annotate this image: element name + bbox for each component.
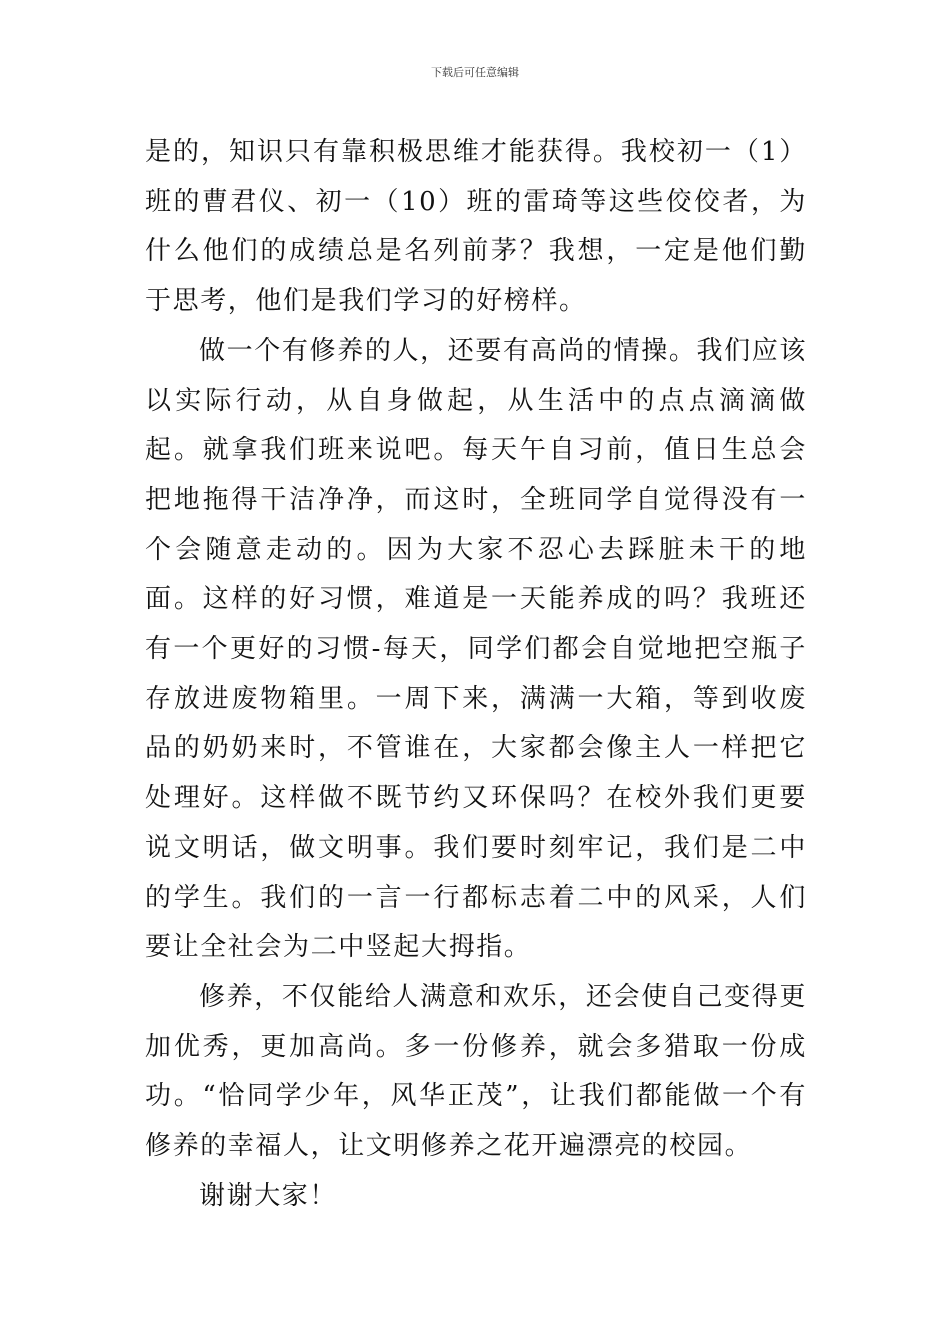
paragraph-cultivation: 修养，不仅能给人满意和欢乐，还会使自己变得更加优秀，更加高尚。多一份修养，就会多猎取一份成功。“恰同学少年，风华正茂”，让我们都能做一个有修养的幸福人，让文明修养之花开遍漂亮的校园。	[145, 981, 808, 1162]
document-body	[145, 128, 807, 1221]
paragraph-thanks: 谢谢大家！	[199, 1180, 338, 1211]
paragraph-noble-sentiment: 做一个有修养的人，还要有高尚的情操。我们应该以实际行动，从自身做起，从生活中的点点滴滴做起。就拿我们班来说吧。每天午自习前，值日生总会把地拖得干洁净净，而这时，全班同学自觉得没有一个会随意走动的。因为大家不忍心去踩脏未干的地面。这样的好习惯，难道是一天能养成的吗？我班还有一个更好的习惯-每天，同学们都会自觉地把空瓶子存放进废物箱里。一周下来，满满一大箱，等到收废品的奶奶来时，不管谁在，大家都会像主人一样把它处理好。这样做不既节约又环保吗？在校外我们更要说文明话，做文明事。我们要时刻牢记，我们是二中的学生。我们的一言一行都标志着二中的风采，人们要让全社会为二中竖起大拇指。	[145, 335, 807, 963]
page-header: 下载后可任意编辑	[431, 66, 519, 79]
paragraph-knowledge: 是的，知识只有靠积极思维才能获得。我校初一（1）班的曹君仪、初一（10）班的雷琦等这些佼佼者，为什么他们的成绩总是名列前茅？我想，一定是他们勤于思考，他们是我们学习的好榜样。	[145, 137, 807, 317]
